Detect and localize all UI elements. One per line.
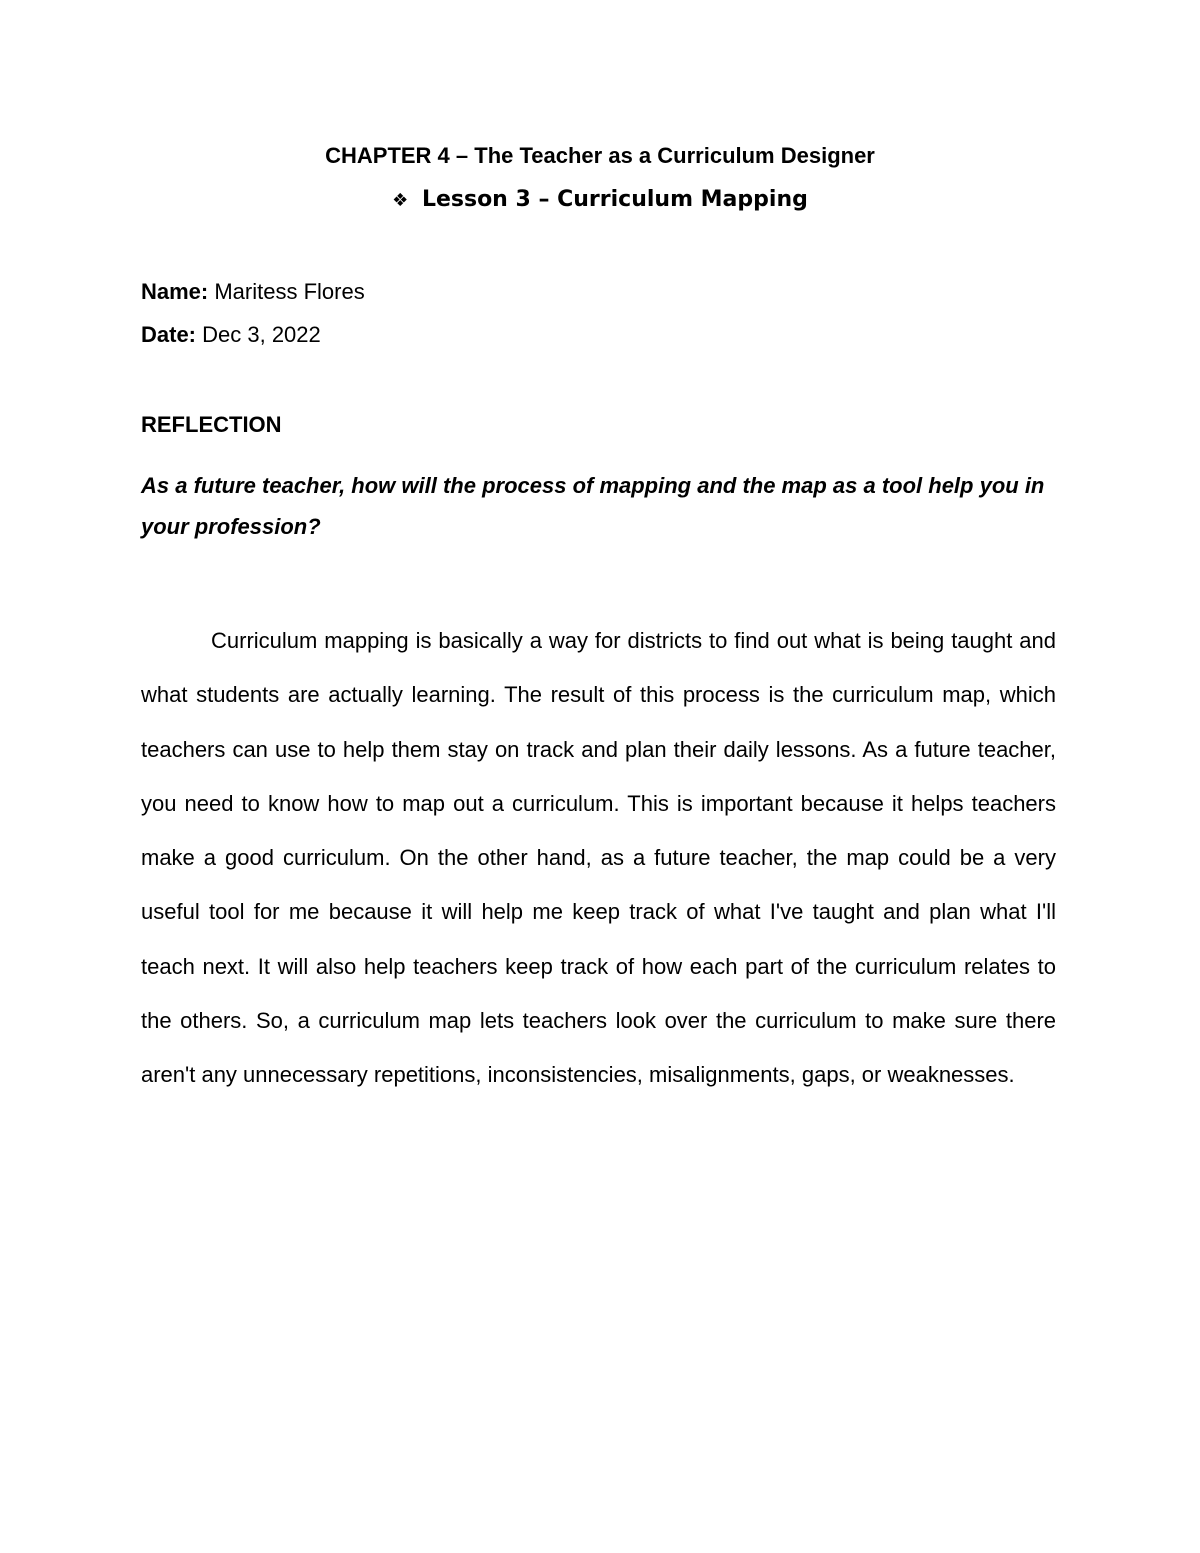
name-value: Maritess Flores — [214, 279, 365, 304]
date-label: Date: — [141, 322, 203, 347]
name-label: Name: — [141, 279, 215, 304]
date-field — [141, 320, 321, 350]
name-field — [141, 277, 365, 307]
diamond-bullet-icon: ❖ — [392, 190, 409, 211]
chapter-title: CHAPTER 4 – The Teacher as a Curriculum Designer — [325, 143, 875, 168]
lesson-title — [0, 184, 1200, 217]
reflection-paragraph: Curriculum mapping is basically a way for districts to find out what is being taught and what students are actually learning. The result of this process is the curriculum map, which teachers can use to help them stay on track and plan their daily lessons. As a future teacher, you need to know how to map out a curriculum. This is important because it helps teachers make a good curriculum. On the other hand, as a future teacher, the map could be a very useful tool for me because it will help me keep track of what I've taught and plan what I'll teach next. It will also help teachers keep track of how each part of the curriculum relates to the others. So, a curriculum map lets teachers look over the curriculum to make sure there aren't any unnecessary repetitions, inconsistencies, misalignments, gaps, or weaknesses. — [141, 628, 1056, 1088]
lesson-title-text: Lesson 3 – Curriculum Mapping — [421, 187, 808, 212]
date-value: Dec 3, 2022 — [202, 322, 321, 347]
section-heading: REFLECTION — [141, 412, 282, 437]
reflection-question: As a future teacher, how will the process of mapping and the map as a tool help you in your profession? — [141, 473, 1045, 539]
